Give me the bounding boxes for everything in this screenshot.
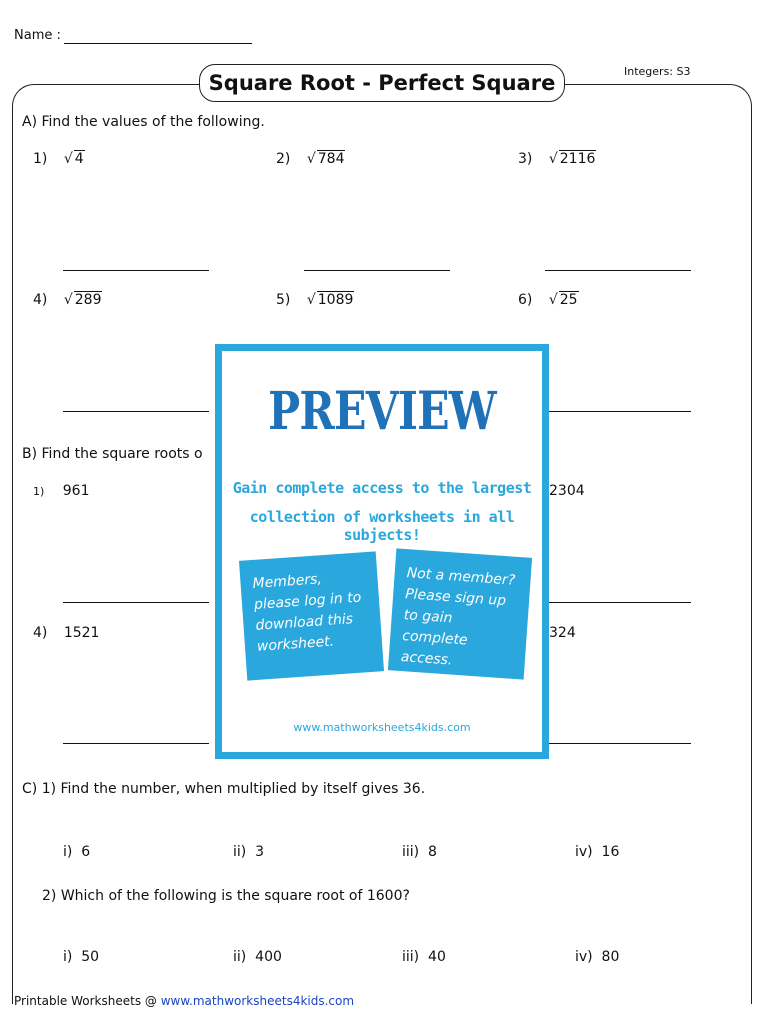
a-item-3 [518, 150, 596, 168]
item-number: 2) [276, 151, 291, 167]
c2-option-iv [575, 948, 619, 966]
answer-line [63, 270, 209, 271]
option-value: 6 [81, 844, 91, 860]
worksheet-title: Square Root - Perfect Square [199, 64, 565, 102]
footer-prefix: Printable Worksheets @ [14, 994, 161, 1008]
answer-line [545, 411, 691, 412]
option-value: 40 [428, 949, 446, 965]
option-value: 400 [255, 949, 282, 965]
a-item-5 [276, 291, 354, 309]
radicand: 25 [559, 292, 578, 308]
name-label: Name : [14, 28, 61, 43]
radicand: 1089 [317, 292, 354, 308]
c2-option-iii [402, 948, 446, 966]
c1-option-i [63, 843, 90, 861]
answer-line [304, 270, 450, 271]
radical-icon: √ [63, 151, 73, 167]
item-number: 4) [33, 292, 48, 308]
sqrt-expression [64, 291, 103, 309]
item-number: 5) [276, 292, 291, 308]
a-item-1 [33, 150, 85, 168]
item-number: 4) [33, 625, 48, 641]
b-item-3 [549, 482, 585, 500]
preview-subtitle-line1: Gain complete access to the largest [232, 479, 532, 497]
signup-card[interactable]: Not a member? Please sign up to gain complete access. [388, 548, 532, 679]
item-value: 324 [549, 625, 576, 641]
radical-icon: √ [548, 292, 558, 308]
option-label: iii) [402, 949, 420, 965]
item-number: 1) [33, 485, 45, 498]
preview-overlay [215, 344, 549, 759]
option-label: i) [63, 844, 73, 860]
option-value: 16 [601, 844, 620, 860]
radical-icon: √ [306, 151, 316, 167]
c1-option-iii [402, 843, 437, 861]
c2-option-i [63, 948, 99, 966]
b-item-4 [33, 624, 99, 642]
sqrt-expression [307, 150, 346, 168]
c1-option-iv [575, 843, 619, 861]
section-c-question-2: 2) Which of the following is the square root of 1600? [42, 888, 410, 904]
footer-link[interactable]: www.mathworksheets4kids.com [160, 994, 355, 1008]
option-label: iv) [575, 949, 593, 965]
answer-line [63, 602, 209, 603]
answer-line [63, 743, 209, 744]
preview-subtitle-line2: collection of worksheets in all subjects! [249, 508, 515, 544]
option-label: ii) [233, 949, 247, 965]
a-item-2 [276, 150, 345, 168]
option-label: i) [63, 949, 73, 965]
preview-link[interactable]: www.mathworksheets4kids.com [293, 721, 471, 734]
radicand: 289 [74, 292, 102, 308]
radical-icon: √ [548, 151, 558, 167]
option-label: ii) [233, 844, 247, 860]
item-value: 961 [62, 483, 90, 499]
b-item-1 [33, 482, 89, 501]
section-a-heading: A) Find the values of the following. [22, 114, 265, 130]
sqrt-expression [64, 150, 85, 168]
item-number: 6) [518, 292, 533, 308]
answer-line [545, 743, 691, 744]
a-item-6 [518, 291, 579, 309]
item-number: 1) [33, 151, 48, 167]
a-item-4 [33, 291, 102, 309]
radicand: 2116 [559, 151, 596, 167]
item-value: 2304 [549, 483, 585, 499]
radicand: 784 [317, 151, 345, 167]
option-label: iii) [402, 844, 420, 860]
answer-line [545, 270, 691, 271]
sqrt-expression [549, 291, 579, 309]
item-number: 3) [518, 151, 533, 167]
option-value: 3 [255, 844, 265, 860]
sqrt-expression [307, 291, 355, 309]
option-value: 50 [81, 949, 100, 965]
members-login-card[interactable]: Members, please log in to download this worksheet. [239, 551, 384, 680]
section-c-question-1: C) 1) Find the number, when multiplied by itself gives 36. [22, 781, 426, 797]
preview-title: PREVIEW [268, 381, 496, 442]
radicand: 4 [74, 151, 84, 167]
answer-line [63, 411, 209, 412]
option-value: 80 [601, 949, 620, 965]
radical-icon: √ [306, 292, 316, 308]
sqrt-expression [549, 150, 597, 168]
answer-line [545, 602, 691, 603]
item-value: 1521 [63, 625, 100, 641]
option-value: 8 [428, 844, 437, 860]
footer [14, 994, 354, 1008]
name-underline [64, 43, 252, 44]
b-item-6 [549, 624, 576, 642]
c2-option-ii [233, 948, 282, 966]
section-b-heading: B) Find the square roots o [22, 446, 203, 462]
worksheet-code: Integers: S3 [624, 65, 691, 78]
c1-option-ii [233, 843, 264, 861]
option-label: iv) [575, 844, 593, 860]
radical-icon: √ [63, 292, 73, 308]
